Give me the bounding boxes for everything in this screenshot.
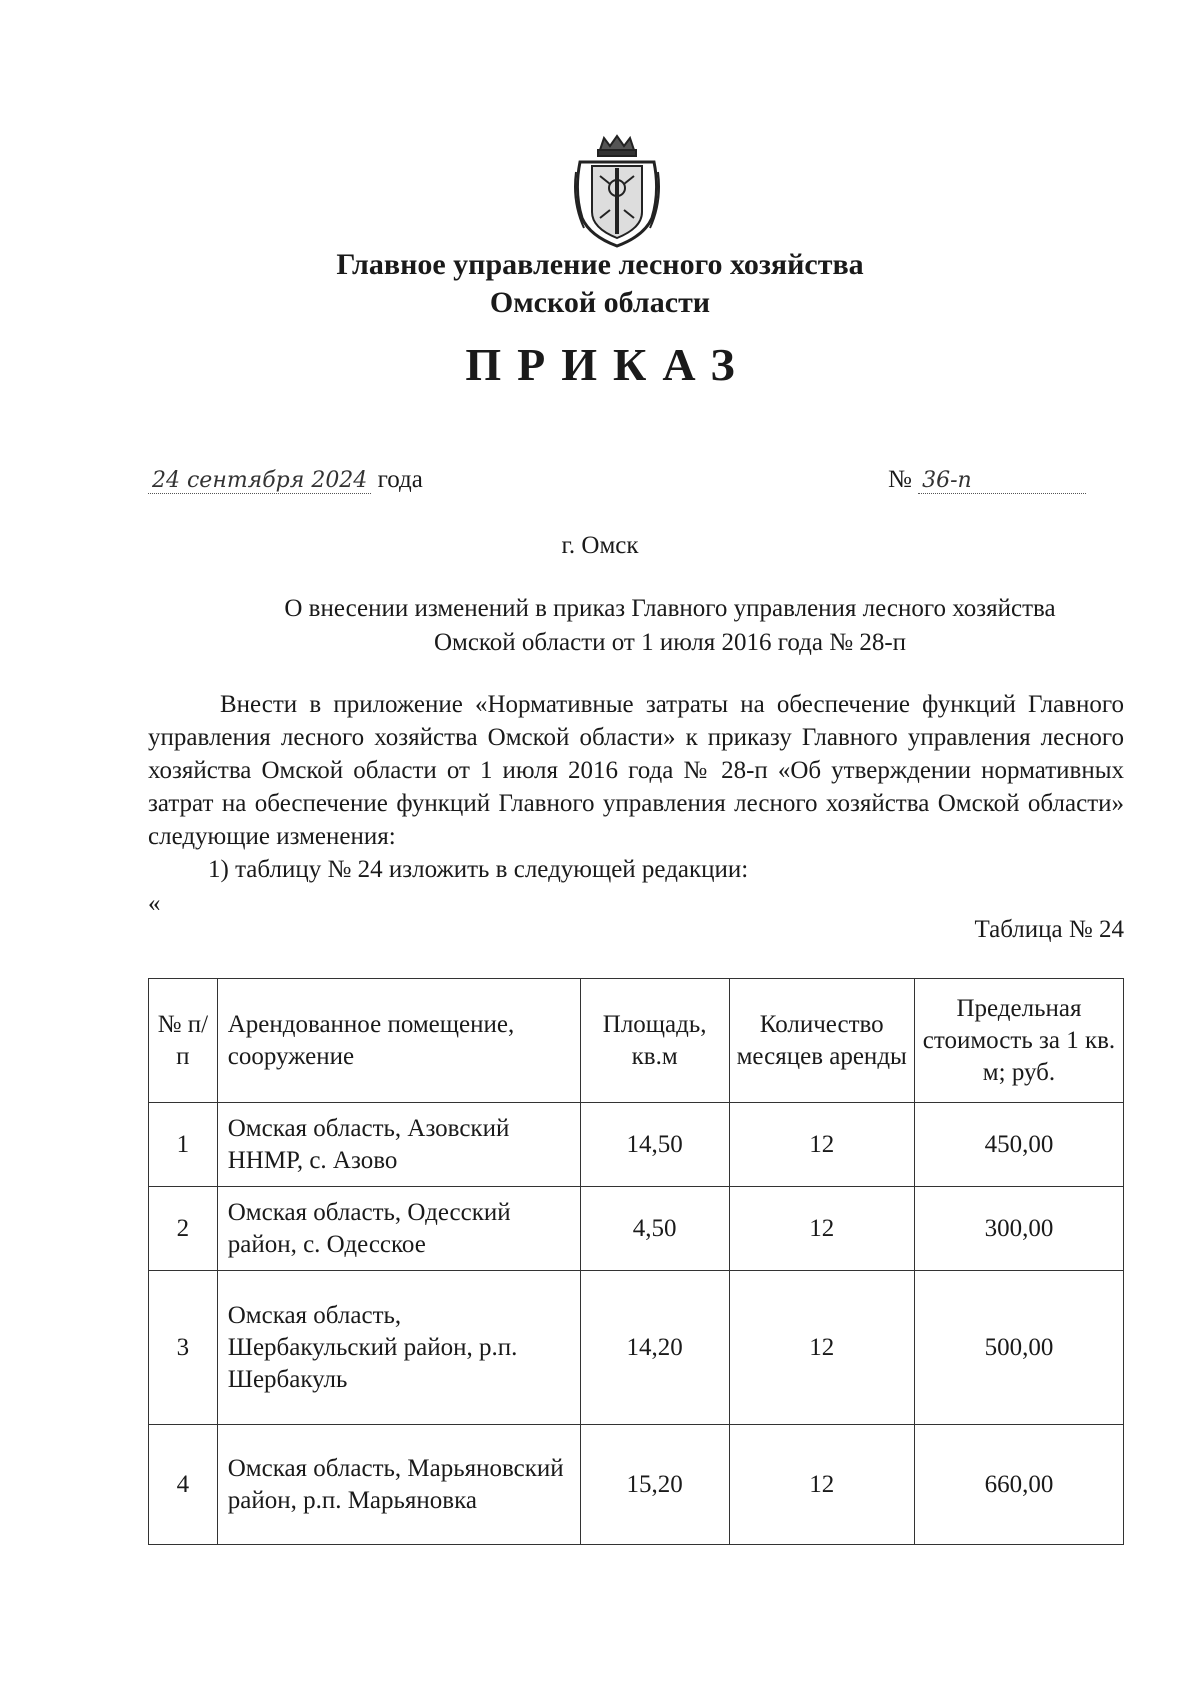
table-row — [149, 1425, 1124, 1545]
table-row — [149, 1103, 1124, 1187]
header-premises: Арендованное помещение, сооружение — [217, 979, 580, 1103]
cell-area: 14,50 — [580, 1103, 729, 1187]
cell-cost: 500,00 — [914, 1271, 1123, 1425]
header-area: Площадь, кв.м — [580, 979, 729, 1103]
cell-months: 12 — [729, 1187, 914, 1271]
table-caption: Таблица № 24 — [974, 916, 1124, 943]
document-type: ПРИКАЗ — [465, 339, 751, 390]
handwritten-number: 36-п — [918, 468, 1086, 494]
cell-area: 14,20 — [580, 1271, 729, 1425]
subject-line-2: Омской области от 1 июля 2016 года № 28-п — [433, 629, 907, 656]
cell-area: 15,20 — [580, 1425, 729, 1545]
order-number — [888, 466, 1086, 494]
cell-premises: Омская область, Шербакульский район, р.п. Шербакуль — [217, 1271, 580, 1425]
table-row — [149, 1271, 1124, 1425]
table-header-row — [149, 979, 1124, 1103]
org-line-1: Главное управление лесного хозяйства — [336, 248, 864, 281]
cell-months: 12 — [729, 1425, 914, 1545]
cell-premises: Омская область, Одесский район, с. Одесское — [217, 1187, 580, 1271]
order-subject — [220, 592, 1120, 660]
org-line-2: Омской области — [489, 286, 711, 319]
table-row — [149, 1187, 1124, 1271]
cell-cost: 450,00 — [914, 1103, 1123, 1187]
header-cost: Предельная стоимость за 1 кв. м; руб. — [914, 979, 1123, 1103]
date-suffix: года — [377, 466, 423, 493]
cell-num: 2 — [149, 1187, 218, 1271]
subject-line-1: О внесении изменений в приказ Главного управления лесного хозяйства — [284, 595, 1056, 622]
organization-name — [0, 246, 1200, 322]
order-date — [148, 466, 423, 494]
cell-months: 12 — [729, 1103, 914, 1187]
header-months: Количество месяцев аренды — [729, 979, 914, 1103]
number-prefix: № — [888, 466, 912, 493]
cell-area: 4,50 — [580, 1187, 729, 1271]
list-item-1: 1) таблицу № 24 изложить в следующей редакции: — [208, 856, 749, 883]
norms-table — [148, 978, 1124, 1545]
coat-of-arms-emblem — [570, 132, 664, 250]
handwritten-date: 24 сентября 2024 — [148, 468, 371, 494]
cell-premises: Омская область, Марьяновский район, р.п. Марьяновка — [217, 1425, 580, 1545]
body-paragraph: Внести в приложение «Нормативные затраты на обеспечение функций Главного управления лесного хозяйства Омской области» к приказу Главного управления лесного хозяйства Омской области от 1 июля 2016 года № 28-п «Об утверждении нормативных затрат на обеспечение функций Главного управления лесного хозяйства Омской области» следующие изменения: — [148, 691, 1124, 850]
cell-num: 1 — [149, 1103, 218, 1187]
cell-num: 3 — [149, 1271, 218, 1425]
cell-cost: 300,00 — [914, 1187, 1123, 1271]
header-num: № п/п — [149, 979, 218, 1103]
cell-months: 12 — [729, 1271, 914, 1425]
cell-num: 4 — [149, 1425, 218, 1545]
city: г. Омск — [561, 532, 639, 559]
cell-cost: 660,00 — [914, 1425, 1123, 1545]
opening-quote: « — [148, 890, 161, 917]
cell-premises: Омская область, Азовский ННМР, с. Азово — [217, 1103, 580, 1187]
